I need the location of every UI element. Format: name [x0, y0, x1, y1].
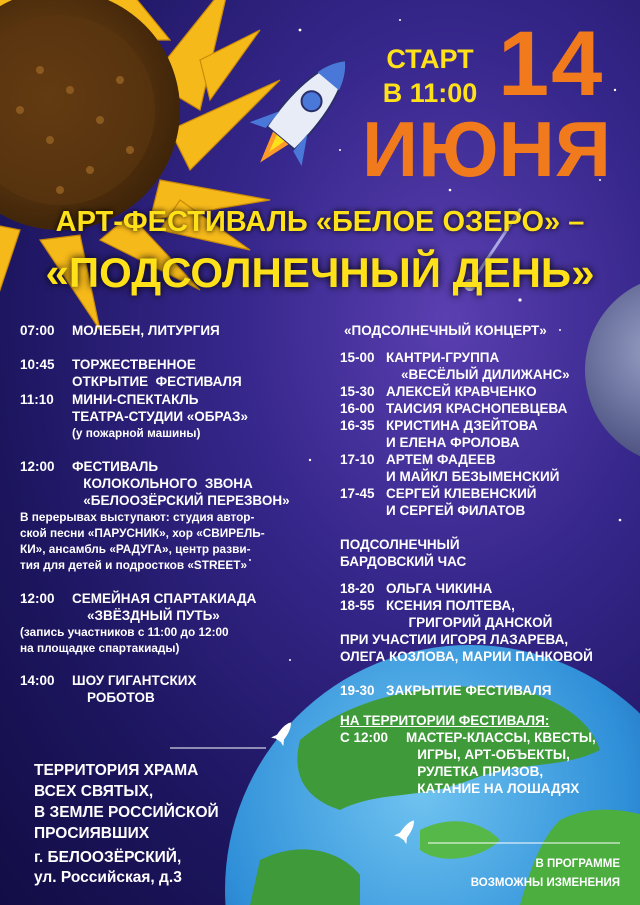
- start-label: СТАРТ: [386, 44, 474, 74]
- item-time: 16-35: [340, 418, 375, 433]
- venue-name: ТЕРРИТОРИЯ ХРАМА ВСЕХ СВЯТЫХ, В ЗЕМЛЕ РОССИЙСКОЙ ПРОСИЯВШИХ: [34, 762, 219, 842]
- item-text: ТАИСИЯ КРАСНОПЕВЦЕВА: [386, 401, 568, 416]
- program-item: [340, 349, 630, 383]
- item-time: 12:00: [20, 591, 55, 606]
- item-note: В перерывах выступают: студия автор- ской песни «ПАРУСНИК», хор «СВИРЕЛЬ- КИ», ансамбль «РАДУГА», центр разви- тия для детей и подростков «STREET»: [20, 510, 265, 572]
- start-time: [370, 42, 490, 110]
- item-time: 15-00: [340, 350, 375, 365]
- program-item: [20, 458, 320, 509]
- program-item: [340, 400, 630, 417]
- program-item: [340, 383, 630, 400]
- date-month: ИЮНЯ: [362, 105, 611, 193]
- program-item: [340, 580, 630, 597]
- date-day: 14: [498, 13, 605, 115]
- item-text: ФЕСТИВАЛЬ КОЛОКОЛЬНОГО ЗВОНА «БЕЛООЗЁРСКИЙ ПЕРЕЗВОН»: [72, 459, 290, 508]
- item-text: КРИСТИНА ДЗЕЙТОВА И ЕЛЕНА ФРОЛОВА: [386, 418, 538, 450]
- program-item: [20, 391, 320, 425]
- program-item: [20, 590, 320, 624]
- item-time: С 12:00: [340, 730, 389, 745]
- bard-title: ПОДСОЛНЕЧНЫЙ БАРДОВСКИЙ ЧАС: [340, 537, 467, 569]
- festival-subtitle: «ПОДСОЛНЕЧНЫЙ ДЕНЬ»: [45, 249, 595, 296]
- program-item: [340, 417, 630, 451]
- bard-note: ПРИ УЧАСТИИ ИГОРЯ ЛАЗАРЕВА, ОЛЕГА КОЗЛОВА, МАРИИ ПАНКОВОЙ: [340, 632, 593, 664]
- concert-title: «ПОДСОЛНЕЧНЫЙ КОНЦЕРТ»: [344, 323, 547, 338]
- item-text: ОЛЬГА ЧИКИНА: [386, 581, 493, 596]
- item-text: МИНИ-СПЕКТАКЛЬ ТЕАТРА-СТУДИИ «ОБРАЗ»: [72, 392, 249, 424]
- item-time: 18-20: [340, 581, 375, 596]
- item-text: ТОРЖЕСТВЕННОЕ ОТКРЫТИЕ ФЕСТИВАЛЯ: [72, 357, 242, 389]
- item-time: 18-55: [340, 598, 375, 613]
- start-hour: В 11:00: [382, 78, 478, 108]
- program-item: [340, 485, 630, 519]
- item-time: 10:45: [20, 357, 55, 372]
- item-text: ШОУ ГИГАНТСКИХ РОБОТОВ: [72, 673, 197, 705]
- item-text: АРТЕМ ФАДЕЕВ И МАЙКЛ БЕЗЫМЕНСКИЙ: [386, 452, 560, 484]
- rocket-icon: [234, 40, 371, 185]
- festival-title: АРТ-ФЕСТИВАЛЬ «БЕЛОЕ ОЗЕРО» –: [55, 206, 585, 238]
- program-item: [340, 729, 630, 797]
- territory-title: НА ТЕРРИТОРИИ ФЕСТИВАЛЯ:: [340, 713, 550, 728]
- item-time: 07:00: [20, 323, 55, 338]
- item-time: 12:00: [20, 459, 55, 474]
- item-text: ЗАКРЫТИЕ ФЕСТИВАЛЯ: [386, 683, 552, 698]
- program-item: [20, 322, 320, 339]
- item-time: 11:10: [20, 392, 54, 407]
- item-note: (запись участников с 11:00 до 12:00 на площадке спартакиады): [20, 625, 229, 655]
- item-time: 14:00: [20, 673, 55, 688]
- item-time: 16-00: [340, 401, 375, 416]
- item-note: (у пожарной машины): [72, 426, 201, 440]
- item-text: МОЛЕБЕН, ЛИТУРГИЯ: [72, 323, 220, 338]
- program-item: [340, 682, 630, 699]
- venue-address: г. БЕЛООЗЁРСКИЙ, ул. Российская, д.3: [34, 849, 182, 886]
- item-text: АЛЕКСЕЙ КРАВЧЕНКО: [386, 384, 537, 399]
- item-time: 15-30: [340, 384, 375, 399]
- item-text: МАСТЕР-КЛАССЫ, КВЕСТЫ, ИГРЫ, АРТ-ОБЪЕКТЫ, РУЛЕТКА ПРИЗОВ, КАТАНИЕ НА ЛОШАДЯХ: [406, 730, 596, 796]
- program-item: [20, 356, 320, 390]
- changes-notice: В ПРОГРАММЕ ВОЗМОЖНЫ ИЗМЕНЕНИЯ: [470, 858, 620, 889]
- item-text: КАНТРИ-ГРУППА «ВЕСЁЛЫЙ ДИЛИЖАНС»: [386, 350, 570, 382]
- item-text: КСЕНИЯ ПОЛТЕВА, ГРИГОРИЙ ДАНСКОЙ: [386, 598, 553, 630]
- program-item: [20, 672, 320, 706]
- program-item: [340, 597, 630, 631]
- item-text: СЕРГЕЙ КЛЕВЕНСКИЙ И СЕРГЕЙ ФИЛАТОВ: [386, 486, 537, 518]
- item-time: 17-10: [340, 452, 375, 467]
- program-left-column: [20, 322, 320, 706]
- item-text: СЕМЕЙНАЯ СПАРТАКИАДА «ЗВЁЗДНЫЙ ПУТЬ»: [72, 591, 257, 623]
- item-time: 19-30: [340, 683, 375, 698]
- program-item: [340, 451, 630, 485]
- item-time: 17-45: [340, 486, 375, 501]
- program-right-column: [340, 322, 630, 797]
